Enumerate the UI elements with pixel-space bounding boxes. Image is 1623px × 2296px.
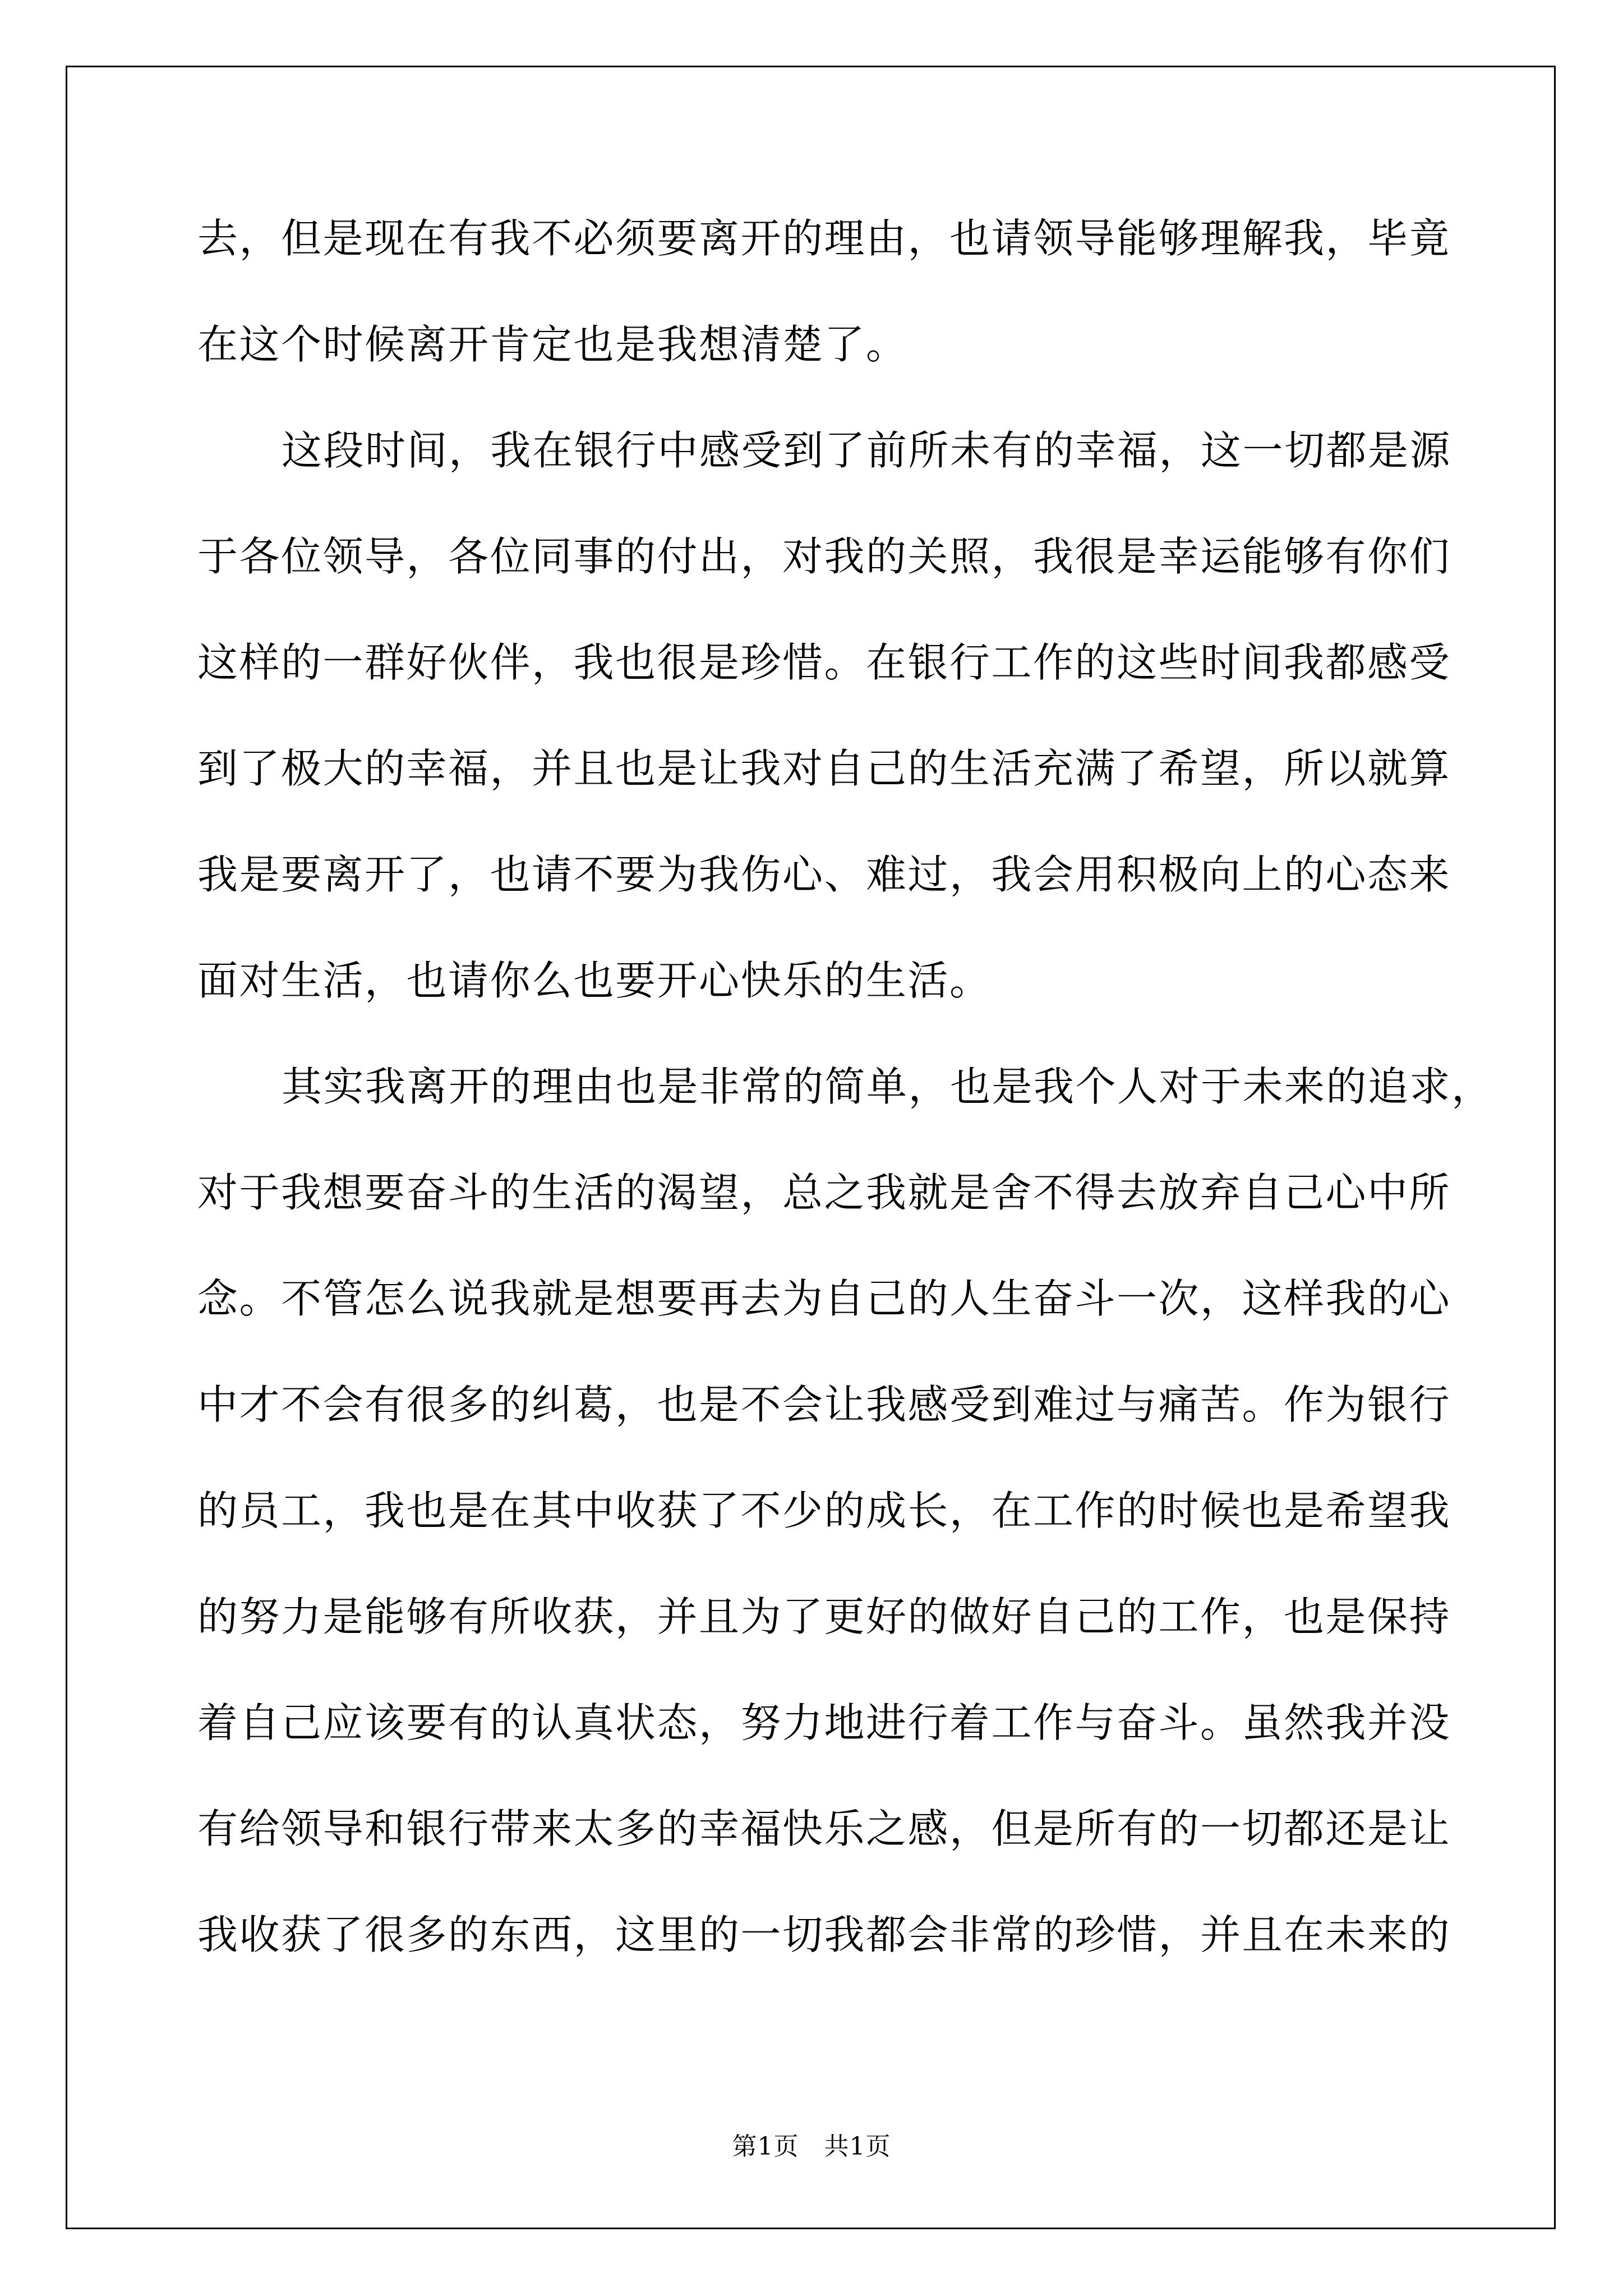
text-line: 中才不会有很多的纠葛，也是不会让我感受到难过与痛苦。作为银行 (197, 1381, 1451, 1428)
text-line: 去，但是现在有我不必须要离开的理由，也请领导能够理解我，毕竟 (197, 215, 1451, 262)
text-line: 于各位领导，各位同事的付出，对我的关照，我很是幸运能够有你们 (197, 533, 1451, 580)
text-line: 有给领导和银行带来太多的幸福快乐之感，但是所有的一切都还是让 (197, 1805, 1451, 1852)
text-line: 这样的一群好伙伴，我也很是珍惜。在银行工作的这些时间我都感受 (197, 639, 1451, 686)
text-line: 面对生活，也请你么也要开心快乐的生活。 (197, 957, 992, 1004)
paragraph-start-line: 其实我离开的理由也是非常的简单，也是我个人对于未来的追求， (282, 1063, 1493, 1110)
text-line: 着自己应该要有的认真状态，努力地进行着工作与奋斗。虽然我并没 (197, 1699, 1451, 1746)
text-line: 我收获了很多的东西，这里的一切我都会非常的珍惜，并且在未来的 (197, 1911, 1451, 1958)
text-line: 到了极大的幸福，并且也是让我对自己的生活充满了希望，所以就算 (197, 745, 1451, 792)
text-line: 在这个时候离开肯定也是我想清楚了。 (197, 321, 908, 368)
text-line: 的员工，我也是在其中收获了不少的成长，在工作的时候也是希望我 (197, 1487, 1451, 1534)
text-line: 的努力是能够有所收获，并且为了更好的做好自己的工作，也是保持 (197, 1593, 1451, 1640)
text-line: 念。不管怎么说我就是想要再去为自己的人生奋斗一次，这样我的心 (197, 1275, 1451, 1322)
page-number-footer: 第1页 共1页 (732, 2132, 891, 2161)
paragraph-start-line: 这段时间，我在银行中感受到了前所未有的幸福，这一切都是源 (282, 427, 1452, 474)
text-line: 我是要离开了，也请不要为我伤心、难过，我会用积极向上的心态来 (197, 851, 1451, 898)
document-body (197, 215, 1493, 2024)
text-line: 对于我想要奋斗的生活的渴望，总之我就是舍不得去放弃自己心中所 (197, 1169, 1451, 1216)
